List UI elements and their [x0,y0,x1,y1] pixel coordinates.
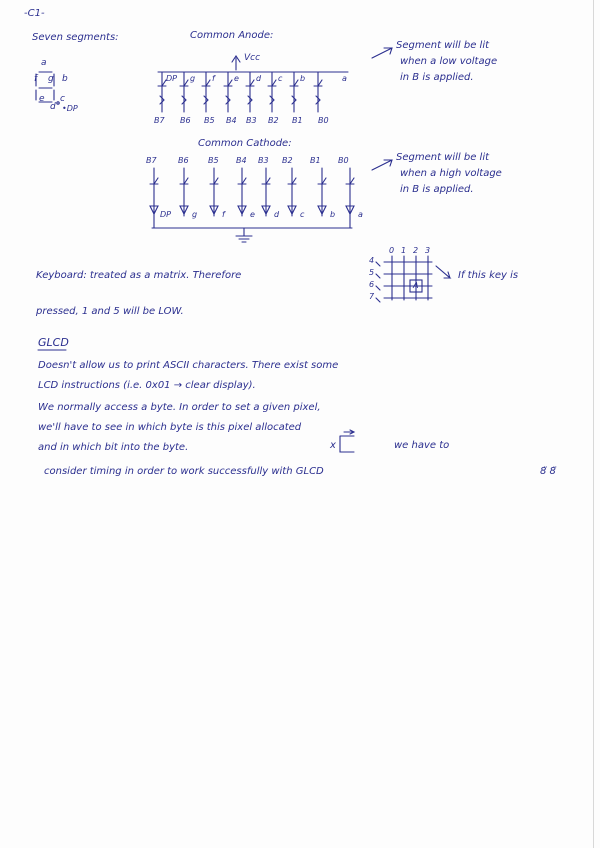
cathode-bit-b6: B6 [178,156,189,165]
anode-seg-d: d [256,74,262,83]
glcd-xy-tail: we have to [394,440,450,451]
seven-segments-label: Seven segments: [32,32,119,43]
cathode-bit-b2: B2 [282,156,293,165]
seg-letter-dp: •DP [62,104,78,113]
glcd-line-4: we'll have to see in which byte is this pixel allocated [38,422,302,433]
anode-seg-e: e [234,74,239,83]
cathode-seg-f: f [222,210,225,219]
keyboard-matrix [376,256,450,302]
ground-symbol [236,228,252,242]
glcd-line-6: consider timing in order to work successfully with GLCD [44,466,324,477]
seven-segment-sketch [36,72,54,102]
matrix-row-7: 7 [369,292,375,301]
anode-note-line-1: Segment will be lit [396,40,490,51]
matrix-row-6: 6 [369,280,375,289]
cathode-bit-b0: B0 [338,156,349,165]
cathode-seg-e: e [250,210,255,219]
common-anode-title: Common Anode: [190,30,274,41]
glcd-ending-mark: 8̈ 8̈ [540,466,556,477]
anode-branches [158,72,322,112]
anode-seg-g: g [190,74,196,83]
cathode-note-line-3: in B is applied. [400,184,474,195]
cathode-bit-b1: B1 [310,156,321,165]
cathode-seg-a: a [358,210,363,219]
anode-bit-b5: B5 [204,116,215,125]
glcd-heading: GLCD [38,336,69,349]
cathode-seg-g: g [192,210,198,219]
matrix-col-1: 1 [401,246,407,255]
matrix-row-4: 4 [369,256,375,265]
seg-letter-a: a [41,58,47,68]
seg-letter-c: c [60,94,65,104]
seg-letter-d: d [50,102,56,112]
anode-seg-a: a [342,74,347,83]
anode-seg-f: f [212,74,215,83]
cathode-note-arrow [372,160,392,170]
seg-letter-b: b [62,74,68,84]
anode-bit-b2: B2 [268,116,279,125]
cathode-seg-b: b [330,210,336,219]
cathode-bit-b4: B4 [236,156,247,165]
cathode-bit-b3: B3 [258,156,269,165]
cathode-note-line-1: Segment will be lit [396,152,490,163]
glcd-line-5: and in which bit into the byte. [38,442,189,453]
anode-bit-b7: B7 [154,116,165,125]
glcd-xy-note: x [330,440,336,451]
anode-note-line-3: in B is applied. [400,72,474,83]
anode-note-arrow [372,48,392,58]
anode-note-line-2: when a low voltage [400,56,498,67]
vcc-label: Vcc [244,53,261,63]
anode-seg-b: b [300,74,306,83]
anode-bit-b6: B6 [180,116,191,125]
seg-letter-e: e [39,94,45,104]
xy-byte-symbol [340,430,354,452]
cathode-seg-c: c [300,210,305,219]
anode-seg-dp: DP [166,74,177,83]
matrix-col-3: 3 [425,246,431,255]
matrix-col-0: 0 [389,246,395,255]
seg-letter-g: g [48,74,54,84]
seg-letter-f: f [34,74,38,84]
cathode-bit-b7: B7 [146,156,157,165]
cathode-seg-dp: DP [160,210,171,219]
glcd-line-1: Doesn't allow us to print ASCII characters. There exist some [38,360,339,371]
anode-bit-b0: B0 [318,116,329,125]
keyboard-line-1: Keyboard: treated as a matrix. Therefore [36,270,242,281]
matrix-key-label: A [413,281,419,290]
glcd-line-2: LCD instructions (i.e. 0x01 → clear display). [38,380,256,391]
anode-bit-b1: B1 [292,116,303,125]
glcd-line-3: We normally access a byte. In order to set a given pixel, [38,402,321,413]
cathode-branches [150,168,354,216]
keyboard-line-2: pressed, 1 and 5 will be LOW. [36,306,184,317]
page-number: -C1- [24,8,45,19]
keyboard-side-note: If this key is [458,270,519,281]
common-cathode-title: Common Cathode: [198,138,292,149]
anode-bit-b3: B3 [246,116,257,125]
matrix-row-5: 5 [369,268,375,277]
anode-seg-c: c [278,74,283,83]
cathode-bit-b5: B5 [208,156,219,165]
cathode-seg-d: d [274,210,280,219]
anode-bit-b4: B4 [226,116,237,125]
matrix-col-2: 2 [413,246,419,255]
cathode-note-line-2: when a high voltage [400,168,502,179]
